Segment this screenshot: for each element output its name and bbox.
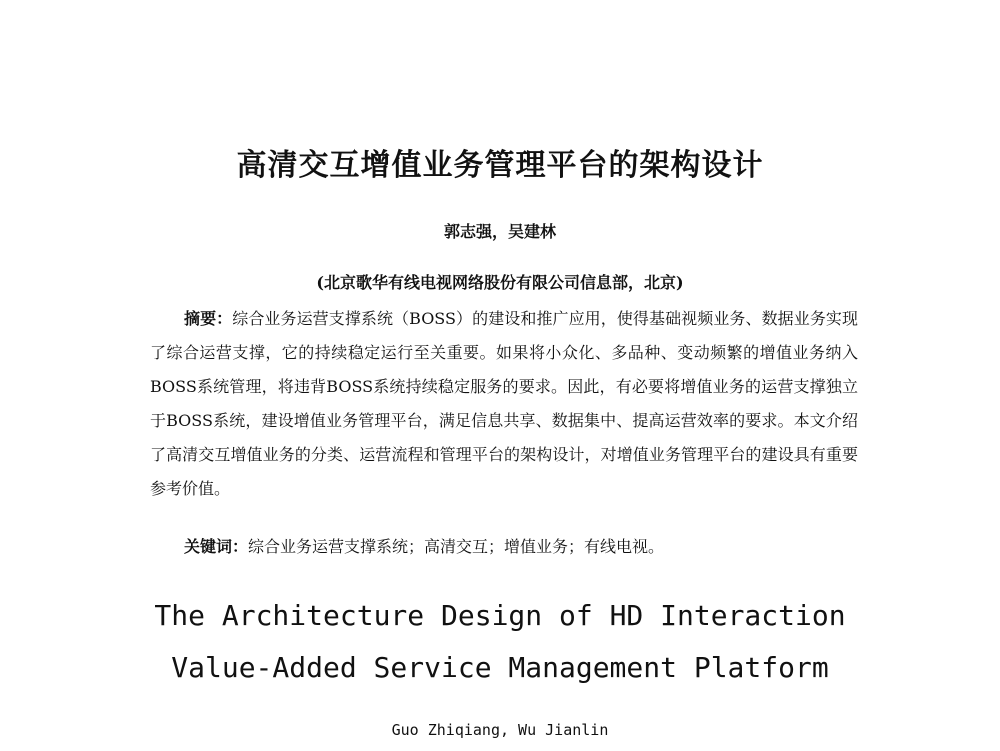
paper-title-cn: 高清交互增值业务管理平台的架构设计 <box>236 148 764 183</box>
paper-title-en-line1: The Architecture Design of HD Interaction <box>154 599 846 632</box>
paper-title-en-line2: Value-Added Service Management Platform <box>171 651 829 684</box>
keywords-text: 综合业务运营支撑系统；高清交互；增值业务；有线电视。 <box>248 537 665 556</box>
affiliation-cn: (北京歌华有线电视网络股份有限公司信息部，北京) <box>316 273 684 292</box>
keywords-label: 关键词： <box>184 537 249 556</box>
authors-en: Guo Zhiqiang, Wu Jianlin <box>391 721 609 739</box>
abstract <box>150 302 858 506</box>
keywords <box>184 532 858 562</box>
authors-cn: 郭志强，吴建林 <box>443 222 556 241</box>
abstract-text: 综合业务运营支撑系统（BOSS）的建设和推广应用，使得基础视频业务、数据业务实现了综合运营支撑，它的持续稳定运行至关重要。如果将小众化、多品种、变动频繁的增值业务纳入BOSS系统管理，将违背BOSS系统持续稳定服务的要求。因此，有必要将增值业务的运营支撑独立于BOSS系统，建设增值业务管理平台，满足信息共享、数据集中、提高运营效率的要求。本文介绍了高清交互增值业务的分类、运营流程和管理平台的架构设计，对增值业务管理平台的建设具有重要参考价值。 <box>150 309 858 498</box>
abstract-label: 摘要： <box>184 309 233 328</box>
paper-title-en <box>0 590 1000 694</box>
